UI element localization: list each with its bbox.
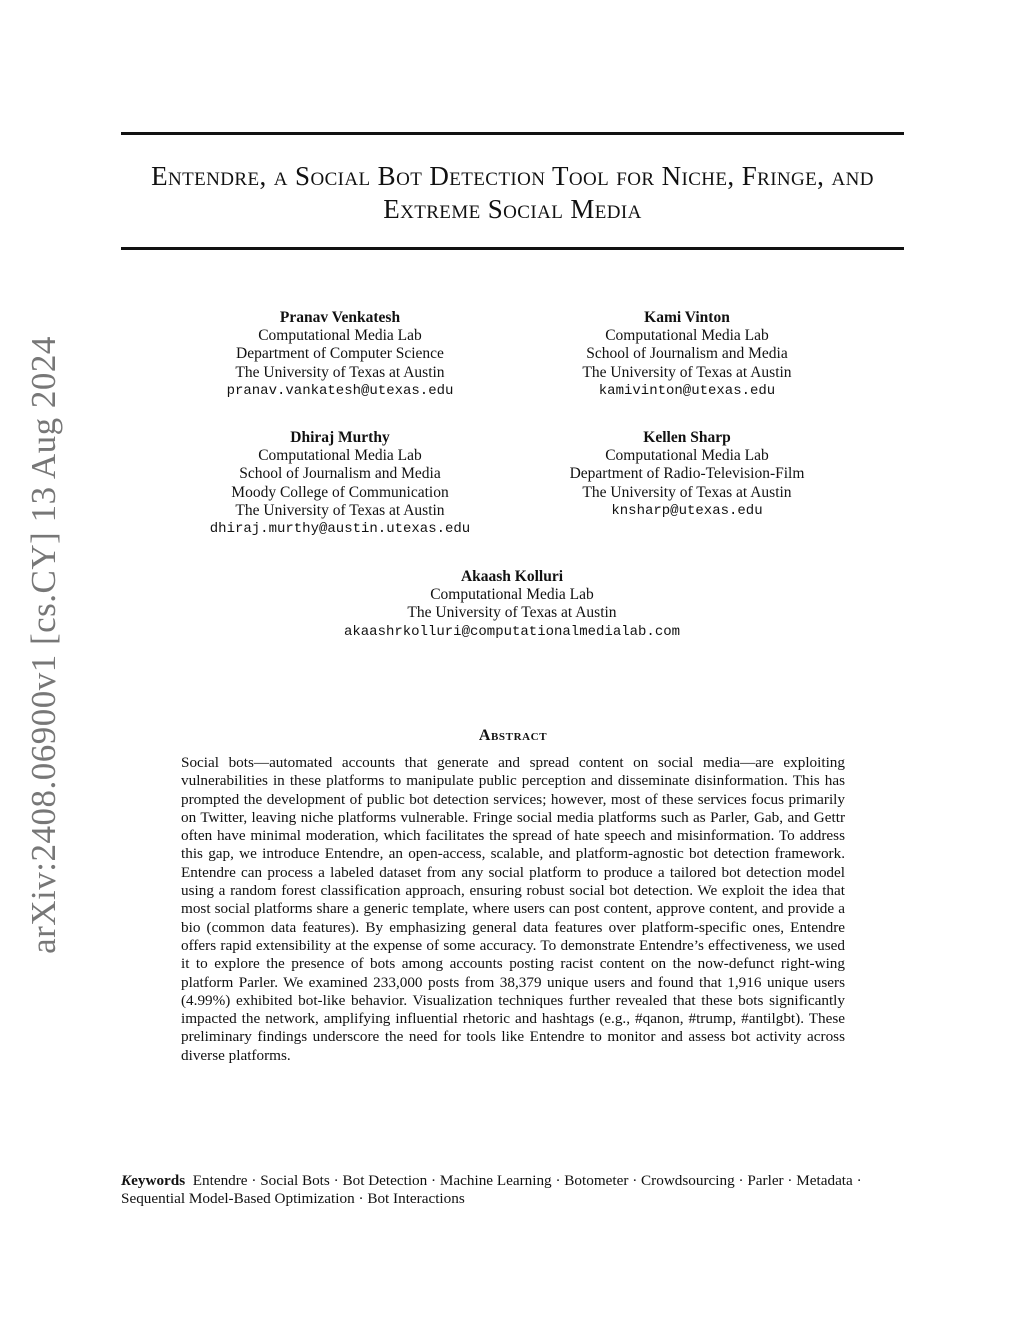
keywords-label-rest: eywords [131, 1172, 186, 1189]
author-affiliation: The University of Texas at Austin [235, 363, 445, 381]
author-affiliation: Department of Computer Science [236, 345, 444, 363]
author-email[interactable]: pranav.vankatesh@utexas.edu [226, 382, 454, 399]
arxiv-sidebar [14, 336, 74, 954]
author-name: Kami Vinton [644, 309, 730, 326]
author-affiliation: The University of Texas at Austin [407, 604, 617, 622]
author-affiliation: The University of Texas at Austin [582, 363, 792, 381]
arxiv-identifier: arXiv:2408.06900v1 [cs.CY] 13 Aug 2024 [24, 336, 63, 954]
keywords-list: Entendre · Social Bots · Bot Detection · Machine Learning · Botometer · Crowdsourcing · Parler · Metadata · Sequential Model-Based Optimization · Bot Interactions [121, 1172, 862, 1208]
abstract-heading: Abstract [478, 727, 548, 744]
title-rule-top [121, 132, 904, 135]
author-affiliation: Computational Media Lab [605, 327, 769, 345]
author-affiliation: Moody College of Communication [231, 483, 449, 501]
author-affiliation: Department of Radio-Television-Film [569, 465, 805, 483]
author-affiliation: The University of Texas at Austin [582, 483, 792, 501]
author-block [537, 429, 837, 520]
author-affiliation: School of Journalism and Media [586, 345, 788, 363]
author-name: Akaash Kolluri [460, 568, 564, 585]
author-name: Dhiraj Murthy [290, 429, 390, 446]
author-name: Kellen Sharp [643, 429, 731, 446]
author-block [537, 309, 837, 400]
author-affiliation: Computational Media Lab [258, 447, 422, 465]
title-rule-bottom [121, 247, 904, 250]
abstract-body: Social bots—automated accounts that generate and spread content on social media—are exploiting vulnerabilities in these platforms to manipulate public perception and disseminate disinformation. This has prompted the development of public bot detection services; however, most of these services focus primarily on Twitter, leaving niche platforms vulnerable. Fringe social media platforms such as Parler, Gab, and Gettr often have minimal moderation, which facilitates the spread of hate speech and misinformation. To address this gap, we introduce Entendre, an open-access, scalable, and platform-agnostic bot detection framework. Entendre can process a labeled dataset from any social platform to produce a tailored bot detection model using a random forest classification approach, ensuring robust social bot detection. We exploit the idea that most social platforms share a generic template, where users can post content, approve content, and provide a bio (common data features). By emphasizing general data features over platform-specific ones, Entendre offers rapid extensibility at the expense of some accuracy. To demonstrate Entendre’s effectiveness, we used it to explore the presence of bots among accounts posting racist content on the now-defunct right-wing platform Parler. We examined 233,000 posts from 38,379 unique users and found that 1,916 unique users (4.99%) exhibited bot-like behavior. Visualization techniques further revealed that these bots significantly impacted the network, amplifying influential rhetoric and hashtags (e.g., #qanon, #trump, #antilgbt). These preliminary findings underscore the need for tools like Entendre to monitor and assess bot activity across diverse platforms. [181, 754, 845, 1064]
author-block [190, 429, 490, 538]
author-email[interactable]: knsharp@utexas.edu [611, 502, 763, 519]
author-email[interactable]: kamivinton@utexas.edu [598, 382, 776, 399]
keywords-section [121, 1172, 905, 1209]
author-affiliation: The University of Texas at Austin [235, 501, 445, 519]
author-affiliation: School of Journalism and Media [239, 465, 441, 483]
author-email[interactable]: dhiraj.murthy@austin.utexas.edu [209, 521, 471, 538]
author-block [312, 568, 712, 641]
author-affiliation: Computational Media Lab [258, 327, 422, 345]
author-block [190, 309, 490, 400]
keywords-label-initial: K [121, 1172, 132, 1189]
author-affiliation: Computational Media Lab [430, 586, 594, 604]
author-name: Pranav Venkatesh [279, 309, 401, 326]
author-affiliation: Computational Media Lab [605, 447, 769, 465]
keywords-label [121, 1172, 185, 1189]
paper-title: Entendre, a Social Bot Detection Tool for Niche, Fringe, and Extreme Social Media [151, 161, 874, 224]
author-email[interactable]: akaashrkolluri@computationalmedialab.com [343, 623, 681, 640]
